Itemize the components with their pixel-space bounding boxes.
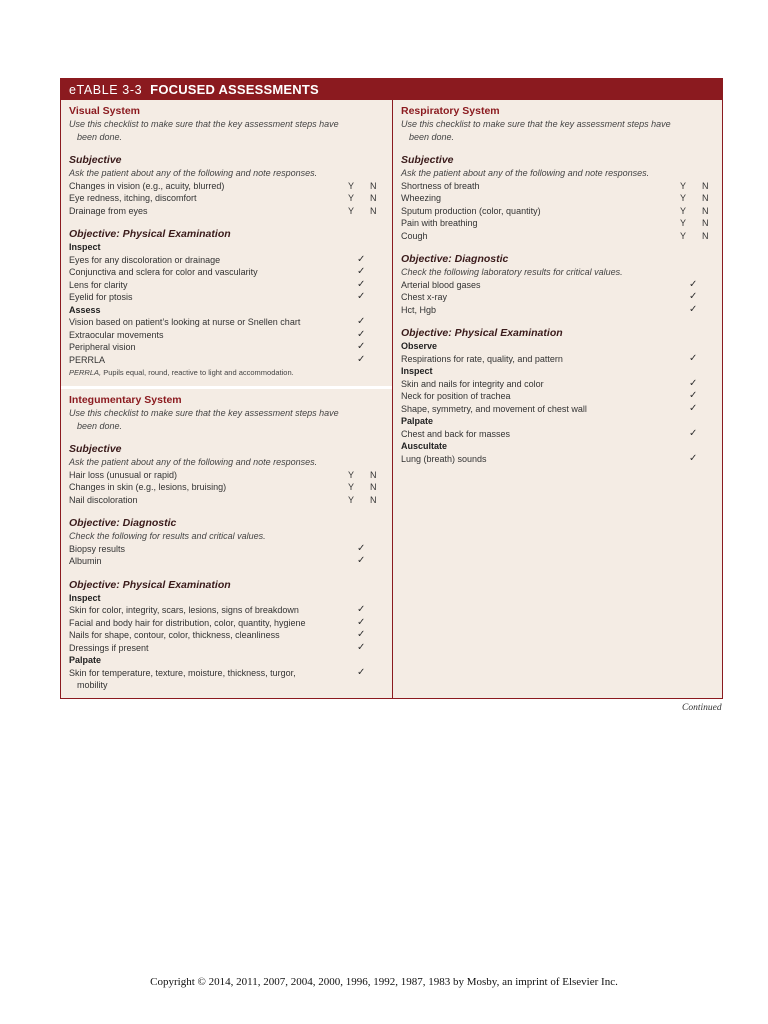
item-text: Shortness of breath <box>401 180 480 191</box>
subjective-heading: Subjective <box>69 154 122 166</box>
objective-heading: Objective: Physical Examination <box>69 228 231 240</box>
check-mark-icon: ✓ <box>357 629 366 640</box>
no-mark: N <box>370 469 377 480</box>
item-text: Chest x-ray <box>401 292 448 302</box>
palpate-label: Palpate <box>401 416 434 426</box>
item-text: Vision based on patient’s looking at nurse or Snellen chart <box>69 317 301 327</box>
checklist-row <box>69 205 392 218</box>
checklist-row <box>401 230 723 243</box>
item-text: Dressings if present <box>69 642 149 653</box>
continued-label: Continued <box>682 703 722 713</box>
checklist-row <box>401 180 723 193</box>
yes-mark: Y <box>348 180 355 191</box>
item-text: Neck for position of trachea <box>401 391 511 401</box>
checklist-row <box>69 481 392 494</box>
item-text: Biopsy results <box>69 543 126 554</box>
diagnostic-heading: Objective: Diagnostic <box>69 517 177 529</box>
observe-label: Observe <box>401 341 438 351</box>
checklist-row <box>401 304 723 317</box>
check-mark-icon: ✓ <box>689 291 698 302</box>
checklist-row <box>69 279 392 292</box>
check-mark-icon: ✓ <box>689 278 698 290</box>
checklist-row <box>69 254 392 267</box>
checklist-row <box>401 353 723 366</box>
checklist-row <box>401 403 723 416</box>
item-text: Lung (breath) sounds <box>401 453 487 464</box>
footnote-text: Pupils equal, round, reactive to light and accommodation. <box>101 368 294 377</box>
checklist-row <box>69 354 392 367</box>
footnote <box>69 367 392 379</box>
section-title: Respiratory System <box>401 105 500 117</box>
checklist-row <box>401 390 723 403</box>
item-text: Cough <box>401 230 428 241</box>
checklist-row <box>69 341 392 354</box>
checklist-row <box>69 316 392 329</box>
checklist-row <box>69 180 392 193</box>
yes-mark: Y <box>680 230 687 241</box>
table-label: eTABLE 3-3 <box>69 82 143 97</box>
subheading-instructions: Ask the patient about any of the following and note responses. <box>69 457 318 467</box>
checklist-row <box>69 266 392 279</box>
integumentary-system-section <box>61 389 392 699</box>
respiratory-system-section <box>393 100 723 465</box>
auscultate-label: Auscultate <box>401 441 448 451</box>
check-mark-icon: ✓ <box>689 452 698 464</box>
check-mark-icon: ✓ <box>357 266 366 277</box>
yes-mark: Y <box>680 205 687 216</box>
left-column <box>61 100 392 699</box>
checklist-row <box>69 617 392 630</box>
section-instructions <box>69 118 392 143</box>
objective-heading: Objective: Physical Examination <box>401 327 563 339</box>
no-mark: N <box>370 205 377 216</box>
assess-label: Assess <box>69 304 101 315</box>
checklist-row <box>69 543 392 556</box>
instruction-line: been done. <box>409 131 455 142</box>
visual-system-section <box>61 100 392 386</box>
checklist-row <box>69 192 392 205</box>
yes-mark: Y <box>680 193 687 203</box>
objective-heading: Objective: Physical Examination <box>69 578 231 591</box>
check-mark-icon: ✓ <box>357 666 366 678</box>
yes-mark: Y <box>348 205 355 216</box>
instruction-line: been done. <box>77 131 123 142</box>
check-mark-icon: ✓ <box>689 427 698 439</box>
check-mark-icon: ✓ <box>357 253 366 265</box>
item-text: Wheezing <box>401 193 442 203</box>
checklist-row <box>69 291 392 304</box>
yes-mark: Y <box>680 180 687 191</box>
inspect-label: Inspect <box>69 592 101 603</box>
item-text: Skin for temperature, texture, moisture, thickness, turgor, <box>69 667 296 678</box>
check-mark-icon: ✓ <box>357 641 366 653</box>
item-text: Eye redness, itching, discomfort <box>69 193 197 203</box>
section-title: Visual System <box>69 105 141 117</box>
item-text: Extraocular movements <box>69 329 164 340</box>
checklist-row <box>401 378 723 391</box>
item-text: Chest and back for masses <box>401 428 511 439</box>
item-text: Peripheral vision <box>69 342 136 352</box>
instruction-line: Use this checklist to make sure that the key assessment steps have <box>401 119 671 129</box>
no-mark: N <box>370 180 377 191</box>
checklist-row <box>69 604 392 617</box>
checklist-row <box>69 642 392 655</box>
section-instructions <box>401 118 723 143</box>
item-text: Hct, Hgb <box>401 304 437 315</box>
check-mark-icon: ✓ <box>357 328 366 340</box>
checklist-row <box>401 205 723 218</box>
checklist-row <box>401 428 723 441</box>
check-mark-icon: ✓ <box>357 316 366 327</box>
footnote-abbr: PERRLA, <box>69 368 102 377</box>
check-mark-icon: ✓ <box>689 402 698 414</box>
instruction-line: been done. <box>77 420 123 431</box>
subheading-instructions: Check the following laboratory results for critical values. <box>401 267 623 277</box>
yes-mark: Y <box>680 218 687 228</box>
item-text: Hair loss (unusual or rapid) <box>69 469 178 480</box>
check-mark-icon: ✓ <box>357 278 366 290</box>
item-text: Changes in skin (e.g., lesions, bruising) <box>69 482 227 492</box>
yes-mark: Y <box>348 469 355 480</box>
item-text: Skin and nails for integrity and color <box>401 378 544 389</box>
item-text: Drainage from eyes <box>69 205 148 216</box>
checklist-row <box>401 217 723 230</box>
item-text: Nails for shape, contour, color, thickness, cleanliness <box>69 630 280 640</box>
yes-mark: Y <box>348 494 355 505</box>
item-text: Changes in vision (e.g., acuity, blurred) <box>69 180 225 191</box>
check-mark-icon: ✓ <box>357 604 366 615</box>
item-text: Sputum production (color, quantity) <box>401 205 541 216</box>
right-column <box>393 100 723 699</box>
checklist-row <box>401 453 723 466</box>
check-mark-icon: ✓ <box>357 341 366 352</box>
item-text: Facial and body hair for distribution, color, quantity, hygiene <box>69 617 306 628</box>
item-text: Albumin <box>69 556 102 566</box>
check-mark-icon: ✓ <box>689 303 698 315</box>
no-mark: N <box>702 205 709 216</box>
check-mark-icon: ✓ <box>357 291 366 302</box>
instruction-line: Use this checklist to make sure that the key assessment steps have <box>69 408 339 418</box>
palpate-label: Palpate <box>69 655 102 665</box>
item-text: Shape, symmetry, and movement of chest wall <box>401 403 587 414</box>
subjective-heading: Subjective <box>69 443 122 455</box>
item-text: mobility <box>77 680 108 690</box>
item-text: Arterial blood gases <box>401 279 481 290</box>
check-mark-icon: ✓ <box>357 353 366 365</box>
subheading-instructions: Ask the patient about any of the following and note responses. <box>401 168 650 178</box>
checklist-row <box>401 192 723 205</box>
no-mark: N <box>702 180 709 191</box>
item-text: Pain with breathing <box>401 218 478 228</box>
section-instructions <box>69 407 392 432</box>
copyright-notice: Copyright © 2014, 2011, 2007, 2004, 2000, 1996, 1992, 1987, 1983 by Mosby, an imprint of Elsevier Inc. <box>150 976 618 988</box>
checklist-row <box>69 555 392 568</box>
no-mark: N <box>370 482 377 492</box>
checklist-row <box>69 629 392 642</box>
section-title: Integumentary System <box>69 394 182 406</box>
inspect-label: Inspect <box>401 366 433 376</box>
item-text: Eyes for any discoloration or drainage <box>69 254 221 265</box>
yes-mark: Y <box>348 193 355 203</box>
checklist-row <box>401 279 723 292</box>
checklist-row <box>401 291 723 304</box>
checklist-row-continuation <box>69 679 392 692</box>
diagnostic-heading: Objective: Diagnostic <box>401 253 509 265</box>
instruction-line: Use this checklist to make sure that the key assessment steps have <box>69 119 339 129</box>
item-text: Lens for clarity <box>69 279 128 290</box>
check-mark-icon: ✓ <box>357 555 366 566</box>
item-text: PERRLA <box>69 354 106 365</box>
check-mark-icon: ✓ <box>357 616 366 628</box>
table-title: FOCUSED ASSESSMENTS <box>150 82 319 97</box>
check-mark-icon: ✓ <box>689 390 698 401</box>
no-mark: N <box>702 230 709 241</box>
check-mark-icon: ✓ <box>689 377 698 389</box>
item-text: Respirations for rate, quality, and pattern <box>401 353 563 364</box>
checklist-row <box>69 469 392 482</box>
subheading-instructions: Check the following for results and critical values. <box>69 531 266 541</box>
item-text: Skin for color, integrity, scars, lesions, signs of breakdown <box>69 605 299 615</box>
checklist-row <box>69 667 392 680</box>
no-mark: N <box>702 193 709 203</box>
checklist-row <box>69 329 392 342</box>
item-text: Eyelid for ptosis <box>69 292 133 302</box>
no-mark: N <box>370 494 377 505</box>
check-mark-icon: ✓ <box>689 352 698 364</box>
check-mark-icon: ✓ <box>357 542 366 554</box>
no-mark: N <box>702 218 709 228</box>
subjective-heading: Subjective <box>401 154 454 166</box>
inspect-label: Inspect <box>69 242 101 252</box>
item-text: Nail discoloration <box>69 494 138 505</box>
no-mark: N <box>370 193 377 203</box>
subheading-instructions: Ask the patient about any of the following and note responses. <box>69 168 318 178</box>
checklist-row <box>69 494 392 507</box>
item-text: Conjunctiva and sclera for color and vascularity <box>69 267 258 277</box>
focused-assessments-table <box>60 78 723 699</box>
yes-mark: Y <box>348 482 355 492</box>
table-header <box>61 79 722 100</box>
